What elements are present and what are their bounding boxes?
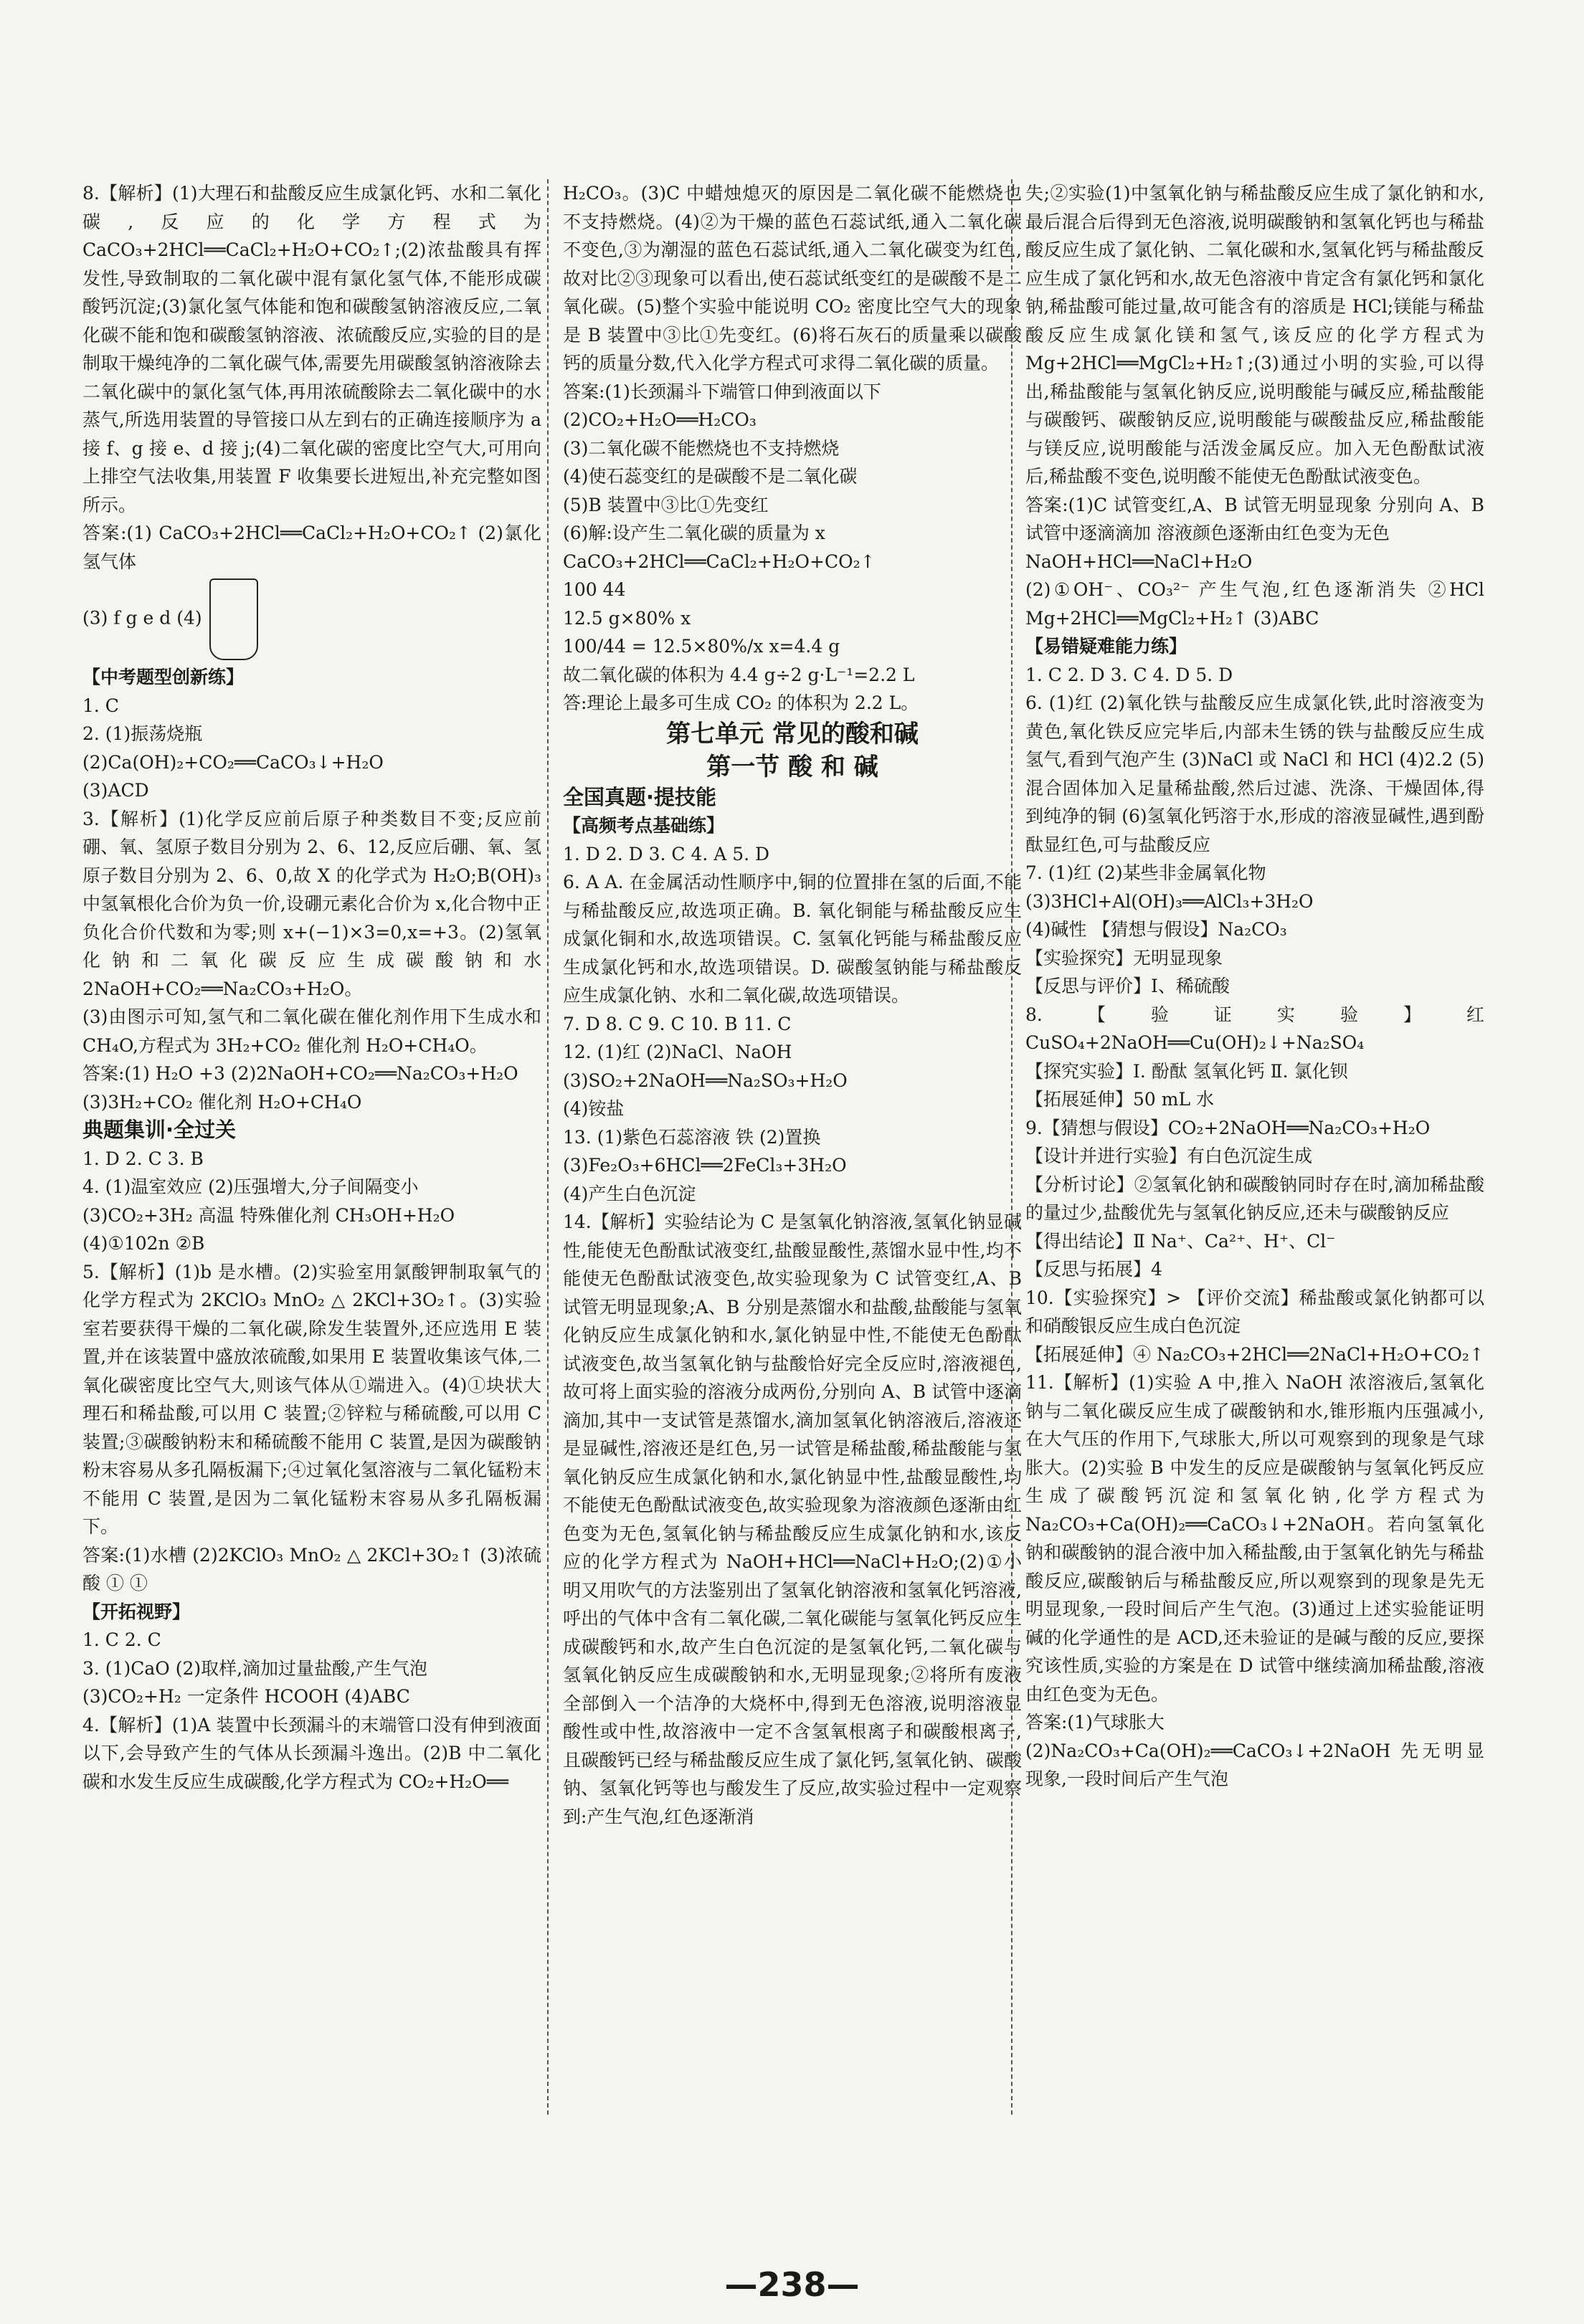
unit-title: 第七单元 常见的酸和碱 — [666, 719, 919, 748]
right-line-13: 【探究实验】Ⅰ. 酚酞 氢氧化钙 Ⅱ. 氯化钡 — [1025, 1060, 1348, 1082]
mid-line-20: 12. (1)红 (2)NaCl、NaOH — [563, 1042, 792, 1062]
section-title: 第一节 酸 和 碱 — [706, 752, 878, 781]
mid-line-2: (2)CO₂+H₂O══H₂CO₃ — [563, 409, 757, 430]
q8-answer-1: 答案:(1) CaCO₃+2HCl══CaCl₂+H₂O+CO₂↑ (2)氯化氢气体 — [82, 523, 541, 572]
left-line-15: (3)CO₂+3H₂ 高温 特殊催化剂 CH₃OH+H₂O — [82, 1204, 455, 1226]
left-line-5: 2. (1)振荡烧瓶 — [82, 723, 203, 744]
mid-line-25: (4)产生白色沉淀 — [563, 1183, 696, 1204]
left-line-21: 3. (1)CaO (2)取样,滴加过量盐酸,产生气泡 — [82, 1657, 427, 1679]
section-gaopin-kaodian: 【高频考点基础练】 — [563, 815, 725, 836]
mid-line-1: 答案:(1)长颈漏斗下端管口伸到液面以下 — [563, 381, 881, 402]
right-line-24: (2)Na₂CO₃+Ca(OH)₂══CaCO₃↓+2NaOH 先无明显现象,一段时间后产生气泡 — [1025, 1740, 1484, 1789]
mid-line-4: (4)使石蕊变红的是碳酸不是二氧化碳 — [563, 466, 858, 487]
right-line-8: (3)3HCl+Al(OH)₃══AlCl₃+3H₂O — [1025, 890, 1314, 912]
left-line-16: (4)①102n ②B — [82, 1233, 205, 1254]
mid-line-5: (5)B 装置中③比①先变红 — [563, 494, 769, 515]
mid-line-7: CaCO₃+2HCl══CaCl₂+H₂O+CO₂↑ — [563, 551, 876, 572]
left-line-4: 1. C — [82, 695, 119, 716]
left-column — [82, 179, 541, 1796]
left-line-9: (3)由图示可知,氢气和二氧化碳在催化剂作用下生成水和 CH₄O,方程式为 3H₂+CO₂ 催化剂 H₂O+CH₄O。 — [82, 1006, 541, 1056]
right-line-0: 失;②实验(1)中氢氧化钠与稀盐酸反应生成了氯化钠和水,最后混合后得到无色溶液,说明碳酸钠和氢氧化钙也与稀盐酸反应生成了氯化钠、二氧化碳和水,氢氧化钙与稀盐酸反应生成了氯化钙和水,故无色溶液中肯定含有氯化钙和氯化钠,稀盐酸可能过量,故可能含有的溶质是 HCl;镁能与稀盐酸反应生成氯化镁和氢气,该反应的化学方程式为 Mg+2HCl══MgCl₂+H₂↑;(3)通过小明的实验,可以得出,稀盐酸能与氢氧化钠反应,说明酸能与碱反应,稀盐酸能与碳酸钙、碳酸钠反应,说明酸能与碳酸盐反应,稀盐酸能与镁反应,说明酸能与活泼金属反应。加入无色酚酞试液后,稀盐酸不变色,说明酸不能使无色酚酞试液变色。 — [1025, 183, 1484, 487]
left-line-23: 4.【解析】(1)A 装置中长颈漏斗的末端管口没有伸到液面以下,会导致产生的气体从长颈漏斗逸出。(2)B 中二氧化碳和水发生反应生成碳酸,化学方程式为 CO₂+H₂O══ — [82, 1714, 541, 1792]
mid-line-26: 14.【解析】实验结论为 C 是氢氧化钠溶液,氢氧化钠显碱性,能使无色酚酞试液变红,盐酸显酸性,蒸馏水显中性,均不能使无色酚酞试液变色,故实验现象为 C 试管变红,A、B 试管无明显现象;A、B 分别是蒸馏水和盐酸,盐酸能与氢氧化钠反应生成氯化钠和水,氯化钠显中性,不能使无色酚酞试液变色,故当氢氧化钠与盐酸恰好完全反应时,溶液褪色,故可将上面实验的溶液分成两份,分别向 A、B 试管中逐滴滴加,其中一支试管是蒸馏水,滴加氢氧化钠溶液后,溶液还是显碱性,溶液还是红色,另一试管是稀盐酸,稀盐酸能与氢氧化钠反应生成氯化钠和水,氯化钠显中性,盐酸显酸性,均不能使无色酚酞试液变色,故实验现象为溶液颜色逐渐由红色变为无色,氢氧化钠与稀盐酸反应生成氯化钠和水,该反应的化学方程式为 NaOH+HCl══NaCl+H₂O;(2)①小明又用吹气的方法鉴别出了氢氧化钠溶液和氢氧化钙溶液,呼出的气体中含有二氧化碳,二氧化碳能与氢氧化钙反应生成碳酸钙和水,故产生白色沉淀的是氢氧化钙,二氧化碳与氢氧化钠反应生成碳酸钠和水,无明显现象;②将所有废液全部倒入一个洁净的大烧杯中,得到无色溶液,说明溶液显酸性或中性,故溶液中一定不含氢氧根离子和碳酸根离子,且碳酸钙已经与稀盐酸反应生成了氯化钙,氢氧化钠、碳酸钠、氢氧化钙等也与酸发生了反应,故实验过程中一定观察到:产生气泡,红色逐渐消 — [563, 1211, 1022, 1827]
left-line-13: 1. D 2. C 3. B — [82, 1148, 204, 1169]
left-line-17: 5.【解析】(1)b 是水槽。(2)实验室用氯酸钾制取氧气的化学方程式为 2KClO₃ MnO₂ △ 2KCl+3O₂↑。(3)实验室若要获得干燥的二氧化碳,除发生装置外,还应选用 E 装置,并在该装置中盛放浓硫酸,如果用 E 装置收集该气体,二氧化碳密度比空气大,则该气体从①端进入。(4)①块状大理石和稀盐酸,可以用 C 装置;②锌粒与稀硫酸,可以用 C 装置;③碳酸钠粉末和稀硫酸不能用 C 装置,是因为碳酸钠粉末容易从多孔隔板漏下;④过氧化氢溶液与二氧化锰粉末不能用 C 装置,是因为二氧化锰粉末容易从多孔隔板漏下。 — [82, 1261, 541, 1537]
right-line-12: 8.【验证实验】红 CuSO₄+2NaOH══Cu(OH)₂↓+Na₂SO₄ — [1025, 1004, 1484, 1053]
right-line-17: 【分析讨论】②氢氧化钠和碳酸钠同时存在时,滴加稀盐酸的量过少,盐酸优先与氢氧化钠反应,还未与碳酸钠反应 — [1025, 1173, 1484, 1223]
mid-line-0: H₂CO₃。(3)C 中蜡烛熄灭的原因是二氧化碳不能燃烧也不支持燃烧。(4)②为干燥的蓝色石蕊试纸,通入二氧化碳不变色,③为潮湿的蓝色石蕊试纸,通入二氧化碳变为红色,故对比②③现象可以看出,使石蕊试纸变红的是碳酸不是二氧化碳。(5)整个实验中能说明 CO₂ 密度比空气大的现象是 B 装置中③比①先变红。(6)将石灰石的质量乘以碳酸钙的质量分数,代入化学方程式可求得二氧化碳的质量。 — [563, 183, 1022, 373]
column-divider-1 — [547, 179, 549, 2115]
mid-line-21: (3)SO₂+2NaOH══Na₂SO₃+H₂O — [563, 1070, 848, 1091]
right-line-14: 【拓展延伸】50 mL 水 — [1025, 1089, 1215, 1110]
right-line-10: 【实验探究】无明显现象 — [1025, 947, 1223, 968]
right-line-18: 【得出结论】Ⅱ Na⁺、Ca²⁺、H⁺、Cl⁻ — [1025, 1230, 1336, 1252]
mid-line-17: 1. D 2. D 3. C 4. A 5. D — [563, 843, 770, 865]
gas-bottle-figure — [209, 578, 258, 660]
mid-line-3: (3)二氧化碳不能燃烧也不支持燃烧 — [563, 437, 840, 459]
mid-line-6: (6)解:设产生二氧化碳的质量为 x — [563, 523, 825, 543]
mid-line-24: (3)Fe₂O₃+6HCl══2FeCl₃+3H₂O — [563, 1155, 847, 1176]
right-line-11: 【反思与评价】Ⅰ、稀硫酸 — [1025, 976, 1230, 996]
mid-line-12: 答:理论上最多可生成 CO₂ 的体积为 2.2 L。 — [563, 692, 919, 713]
right-line-22: 11.【解析】(1)实验 A 中,推入 NaOH 浓溶液后,氢氧化钠与二氧化碳反应生成了碳酸钠和水,锥形瓶内压强减小,在大气压的作用下,气球胀大,所以可观察到的现象是气球胀大。(2)实验 B 中发生的反应是碳酸钠与氢氧化钙反应生成了碳酸钙沉淀和氢氧化钠,化学方程式为 Na₂CO₃+Ca(OH)₂══CaCO₃↓+2NaOH。若向氢氧化钠和碳酸钠的混合液中加入稀盐酸,由于氢氧化钠先与稀盐酸反应,碳酸钠后与稀盐酸反应,所以观察到的现象是先无明显现象,一段时间后产生气泡。(3)通过上述实验能证明碱的化学通性的是 ACD,还未验证的是碱与酸的反应,要探究该性质,实验的方案是在 D 试管中继续滴加稀盐酸,溶液由红色变为无色。 — [1025, 1372, 1484, 1705]
left-line-22: (3)CO₂+H₂ 一定条件 HCOOH (4)ABC — [82, 1686, 410, 1707]
page-number: —238— — [724, 2265, 860, 2304]
mid-line-9: 12.5 g×80% x — [563, 607, 691, 629]
section-yicuo-yinan: 【易错疑难能力练】 — [1025, 636, 1187, 657]
section-dianti-jixun: 典题集训·全过关 — [82, 1118, 237, 1142]
left-line-7: (3)ACD — [82, 780, 149, 801]
section-kaituo-shiye: 【开拓视野】 — [82, 1601, 191, 1622]
right-line-20: 10.【实验探究】> 【评价交流】稀盐酸或氯化钠都可以和硝酸银反应生成白色沉淀 — [1025, 1287, 1484, 1336]
right-line-19: 【反思与拓展】4 — [1025, 1259, 1162, 1280]
left-line-8: 3.【解析】(1)化学反应前后原子种类数目不变;反应前硼、氧、氢原子数目分别为 2、6、12,反应后硼、氧、氢原子数目分别为 2、6、0,故 X 的化学式为 H₂O;B(OH)₃ 中氢氧根化合价为负一价,设硼元素化合价为 x,化合物中正负化合价代数和为零;则 x+(−1)×3=0,x=+3。(2)氢氧化钠和二氧化碳反应生成碳酸钠和水 2NaOH+CO₂══Na₂CO₃+H₂O。 — [82, 808, 541, 999]
right-line-23: 答案:(1)气球胀大 — [1025, 1712, 1165, 1733]
left-line-6: (2)Ca(OH)₂+CO₂══CaCO₃↓+H₂O — [82, 751, 384, 773]
left-line-10: 答案:(1) H₂O +3 (2)2NaOH+CO₂══Na₂CO₃+H₂O — [82, 1063, 518, 1084]
right-line-7: 7. (1)红 (2)某些非金属氧化物 — [1025, 862, 1266, 883]
mid-line-8: 100 44 — [563, 579, 626, 600]
mid-line-22: (4)铵盐 — [563, 1098, 625, 1119]
mid-line-11: 故二氧化碳的体积为 4.4 g÷2 g·L⁻¹=2.2 L — [563, 664, 915, 685]
left-line-14: 4. (1)温室效应 (2)压强增大,分子间隔变小 — [82, 1176, 419, 1197]
right-line-16: 【设计并进行实验】有白色沉淀生成 — [1025, 1146, 1313, 1166]
column-divider-2 — [1011, 179, 1012, 2115]
middle-column — [563, 179, 1022, 1831]
section-zhongkao-innovation: 【中考题型创新练】 — [82, 667, 245, 687]
right-line-9: (4)碱性 【猜想与假设】Na₂CO₃ — [1025, 919, 1287, 940]
right-line-5: 1. C 2. D 3. C 4. D 5. D — [1025, 664, 1233, 685]
q8-answer-2: (3) f g e d (4) — [82, 576, 541, 663]
mid-line-23: 13. (1)紫色石蕊溶液 铁 (2)置换 — [563, 1126, 821, 1148]
right-line-15: 9.【猜想与假设】CO₂+2NaOH══Na₂CO₃+H₂O — [1025, 1117, 1431, 1138]
mid-line-19: 7. D 8. C 9. C 10. B 11. C — [563, 1013, 792, 1034]
mid-line-18: 6. A A. 在金属活动性顺序中,铜的位置排在氢的后面,不能与稀盐酸反应,故选项正确。B. 氧化铜能与稀盐酸反应生成氯化铜和水,故选项错误。C. 氢氧化钙能与稀盐酸反应生成氯化钙和水,故选项错误。D. 碳酸氢钠能与稀盐酸反应生成氯化钠、水和二氧化碳,故选项错误。 — [563, 872, 1022, 1006]
left-line-20: 1. C 2. C — [82, 1629, 161, 1650]
right-line-6: 6. (1)红 (2)氧化铁与盐酸反应生成氯化铁,此时溶液变为黄色,氧化铁反应完毕后,内部未生锈的铁与盐酸反应生成氢气,看到气泡产生 (3)NaCl 或 NaCl 和 HCl (4)2.2 (5)混合固体加入足量稀盐酸,然后过滤、洗涤、干燥固体,得到纯净的铜 (6)氢氧化钙溶于水,形成的溶液显碱性,遇到酚酞显红色,可与盐酸反应 — [1025, 692, 1484, 855]
right-line-21: 【拓展延伸】④ Na₂CO₃+2HCl══2NaCl+H₂O+CO₂↑ — [1025, 1343, 1484, 1365]
left-line-11: (3)3H₂+CO₂ 催化剂 H₂O+CH₄O — [82, 1091, 362, 1113]
mid-line-10: 100/44 = 12.5×80%/x x=4.4 g — [563, 636, 840, 657]
right-line-1: 答案:(1)C 试管变红,A、B 试管无明显现象 分别向 A、B 试管中逐滴滴加 溶液颜色逐渐由红色变为无色 — [1025, 494, 1484, 543]
right-line-2: NaOH+HCl══NaCl+H₂O — [1025, 551, 1253, 572]
left-line-18: 答案:(1)水槽 (2)2KClO₃ MnO₂ △ 2KCl+3O₂↑ (3)浓硫酸 ① ① — [82, 1544, 541, 1594]
section-quanguo-zhenti: 全国真题·提技能 — [563, 784, 717, 809]
q8-analysis: 8.【解析】(1)大理石和盐酸反应生成氯化钙、水和二氧化碳,反应的化学方程式为 CaCO₃+2HCl══CaCl₂+H₂O+CO₂↑;(2)浓盐酸具有挥发性,导致制取的二氧化碳中混有氯化氢气体,不能形成碳酸钙沉淀;(3)氯化氢气体能和饱和碳酸氢钠溶液反应,二氧化碳不能和饱和碳酸氢钠溶液、浓硫酸反应,实验的目的是制取干燥纯净的二氧化碳气体,需要先用碳酸氢钠溶液除去二氧化碳中的氯化氢气体,再用浓硫酸除去二氧化碳中的水蒸气,所选用装置的导管接口从左到右的正确连接顺序为 a 接 f、g 接 e、d 接 j;(4)二氧化碳的密度比空气大,可用向上排空气法收集,用装置 F 收集要长进短出,补充完整如图所示。 — [82, 183, 541, 515]
right-line-3: (2)①OH⁻、CO₃²⁻ 产生气泡,红色逐渐消失 ②HCl Mg+2HCl══MgCl₂+H₂↑ (3)ABC — [1025, 579, 1484, 629]
right-column — [1025, 179, 1484, 1794]
